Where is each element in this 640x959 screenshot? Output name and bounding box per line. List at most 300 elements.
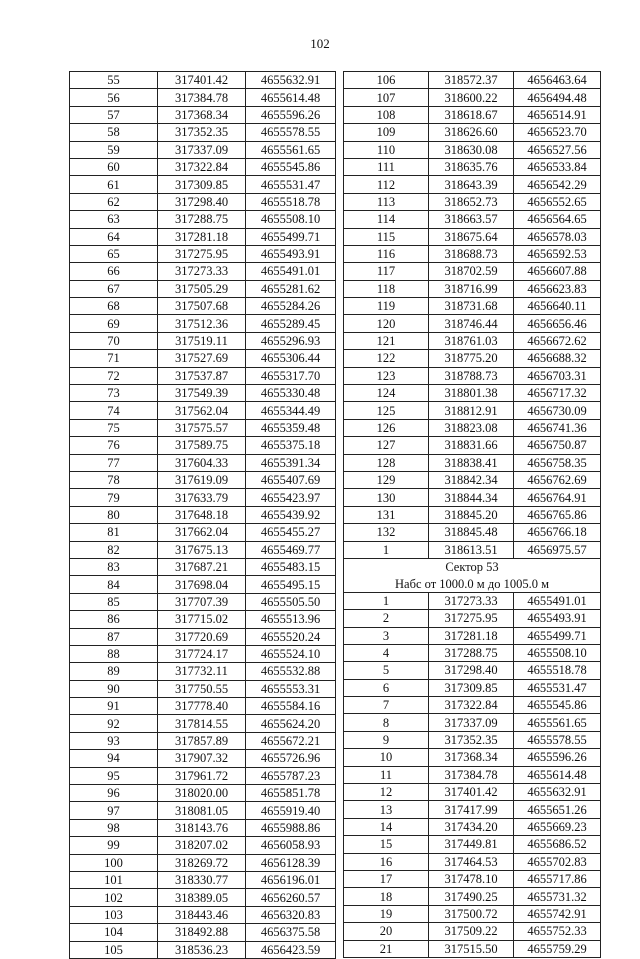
x-coordinate-cell: 318845.20 [429, 506, 514, 523]
y-coordinate-cell: 4655578.55 [514, 731, 601, 748]
table-row [70, 298, 336, 315]
y-coordinate-cell: 4655702.83 [514, 853, 601, 870]
point-number-cell: 18 [344, 888, 429, 905]
y-coordinate-cell: 4655493.91 [514, 610, 601, 627]
x-coordinate-cell: 317724.17 [158, 645, 246, 662]
point-number-cell: 8 [344, 714, 429, 731]
point-number-cell: 20 [344, 923, 429, 940]
y-coordinate-cell: 4655531.47 [514, 679, 601, 696]
point-number-cell: 3 [344, 627, 429, 644]
table-row [70, 332, 336, 349]
table-row [70, 924, 336, 941]
x-coordinate-cell: 317961.72 [158, 767, 246, 784]
point-number-cell: 55 [70, 72, 158, 89]
y-coordinate-cell: 4655851.78 [246, 785, 336, 802]
point-number-cell: 105 [70, 941, 158, 958]
point-number-cell: 112 [344, 176, 429, 193]
table-row [344, 402, 601, 419]
y-coordinate-cell: 4655513.96 [246, 611, 336, 628]
y-coordinate-cell: 4655508.10 [246, 211, 336, 228]
point-number-cell: 109 [344, 124, 429, 141]
y-coordinate-cell: 4655330.48 [246, 385, 336, 402]
point-number-cell: 123 [344, 367, 429, 384]
table-row [344, 506, 601, 523]
point-number-cell: 83 [70, 558, 158, 575]
point-number-cell: 72 [70, 367, 158, 384]
x-coordinate-cell: 317549.39 [158, 385, 246, 402]
x-coordinate-cell: 317352.35 [429, 731, 514, 748]
point-number-cell: 98 [70, 819, 158, 836]
y-coordinate-cell: 4656128.39 [246, 854, 336, 871]
table-row [344, 836, 601, 853]
table-row [344, 263, 601, 280]
point-number-cell: 97 [70, 802, 158, 819]
x-coordinate-cell: 317505.29 [158, 280, 246, 297]
table-row [344, 905, 601, 922]
y-coordinate-cell: 4655499.71 [514, 627, 601, 644]
table-row [70, 611, 336, 628]
point-number-cell: 71 [70, 350, 158, 367]
y-coordinate-cell: 4656703.31 [514, 367, 601, 384]
y-coordinate-cell: 4655375.18 [246, 437, 336, 454]
x-coordinate-cell: 318675.64 [429, 228, 514, 245]
point-number-cell: 88 [70, 645, 158, 662]
y-coordinate-cell: 4655614.48 [246, 89, 336, 106]
point-number-cell: 76 [70, 437, 158, 454]
table-row [70, 715, 336, 732]
y-coordinate-cell: 4656533.84 [514, 158, 601, 175]
table-row [70, 211, 336, 228]
y-coordinate-cell: 4656750.87 [514, 437, 601, 454]
point-number-cell: 78 [70, 471, 158, 488]
y-coordinate-cell: 4655726.96 [246, 750, 336, 767]
x-coordinate-cell: 317509.22 [429, 923, 514, 940]
point-number-cell: 59 [70, 141, 158, 158]
x-coordinate-cell: 317352.35 [158, 124, 246, 141]
point-number-cell: 104 [70, 924, 158, 941]
table-row [344, 280, 601, 297]
table-row [344, 870, 601, 887]
point-number-cell: 13 [344, 801, 429, 818]
x-coordinate-cell: 317715.02 [158, 611, 246, 628]
x-coordinate-cell: 317275.95 [158, 245, 246, 262]
x-coordinate-cell: 317368.34 [158, 106, 246, 123]
x-coordinate-cell: 317322.84 [158, 158, 246, 175]
table-row [70, 367, 336, 384]
y-coordinate-cell: 4656607.88 [514, 263, 601, 280]
point-number-cell: 9 [344, 731, 429, 748]
point-number-cell: 86 [70, 611, 158, 628]
x-coordinate-cell: 317434.20 [429, 818, 514, 835]
point-number-cell: 127 [344, 437, 429, 454]
table-row [344, 72, 601, 89]
y-coordinate-cell: 4656578.03 [514, 228, 601, 245]
point-number-cell: 12 [344, 784, 429, 801]
x-coordinate-cell: 317575.57 [158, 419, 246, 436]
table-row [344, 106, 601, 123]
table-row [70, 558, 336, 575]
x-coordinate-cell: 317512.36 [158, 315, 246, 332]
table-row [344, 385, 601, 402]
y-coordinate-cell: 4655545.86 [514, 697, 601, 714]
y-coordinate-cell: 4655491.01 [246, 263, 336, 280]
table-row [70, 889, 336, 906]
table-row [70, 593, 336, 610]
point-number-cell: 101 [70, 871, 158, 888]
table-row [70, 663, 336, 680]
point-number-cell: 107 [344, 89, 429, 106]
coordinates-table-left [69, 71, 336, 959]
table-row [70, 437, 336, 454]
x-coordinate-cell: 317778.40 [158, 698, 246, 715]
y-coordinate-cell: 4655624.20 [246, 715, 336, 732]
point-number-cell: 1 [344, 541, 429, 558]
table-row [344, 801, 601, 818]
x-coordinate-cell: 318635.76 [429, 158, 514, 175]
x-coordinate-cell: 318081.05 [158, 802, 246, 819]
y-coordinate-cell: 4656058.93 [246, 837, 336, 854]
table-row [70, 419, 336, 436]
point-number-cell: 68 [70, 298, 158, 315]
y-coordinate-cell: 4655344.49 [246, 402, 336, 419]
point-number-cell: 103 [70, 906, 158, 923]
y-coordinate-cell: 4655584.16 [246, 698, 336, 715]
x-coordinate-cell: 318536.23 [158, 941, 246, 958]
x-coordinate-cell: 318702.59 [429, 263, 514, 280]
point-number-cell: 58 [70, 124, 158, 141]
table-row [344, 784, 601, 801]
point-number-cell: 73 [70, 385, 158, 402]
y-coordinate-cell: 4655596.26 [246, 106, 336, 123]
x-coordinate-cell: 317619.09 [158, 471, 246, 488]
x-coordinate-cell: 317732.11 [158, 663, 246, 680]
x-coordinate-cell: 318443.46 [158, 906, 246, 923]
y-coordinate-cell: 4656688.32 [514, 350, 601, 367]
table-row [70, 106, 336, 123]
y-coordinate-cell: 4655306.44 [246, 350, 336, 367]
point-number-cell: 16 [344, 853, 429, 870]
y-coordinate-cell: 4655545.86 [246, 158, 336, 175]
table-row [344, 298, 601, 315]
point-number-cell: 60 [70, 158, 158, 175]
y-coordinate-cell: 4656656.46 [514, 315, 601, 332]
point-number-cell: 5 [344, 662, 429, 679]
y-coordinate-cell: 4655491.01 [514, 592, 601, 609]
point-number-cell: 79 [70, 489, 158, 506]
table-row [70, 280, 336, 297]
point-number-cell: 15 [344, 836, 429, 853]
point-number-cell: 92 [70, 715, 158, 732]
point-number-cell: 17 [344, 870, 429, 887]
x-coordinate-cell: 318688.73 [429, 245, 514, 262]
table-row [344, 749, 601, 766]
x-coordinate-cell: 318716.99 [429, 280, 514, 297]
y-coordinate-cell: 4655561.65 [514, 714, 601, 731]
y-coordinate-cell: 4655359.48 [246, 419, 336, 436]
x-coordinate-cell: 317519.11 [158, 332, 246, 349]
y-coordinate-cell: 4656494.48 [514, 89, 601, 106]
point-number-cell: 113 [344, 193, 429, 210]
point-number-cell: 121 [344, 332, 429, 349]
table-row [70, 906, 336, 923]
table-row [344, 697, 601, 714]
x-coordinate-cell: 317720.69 [158, 628, 246, 645]
y-coordinate-cell: 4655752.33 [514, 923, 601, 940]
point-number-cell: 87 [70, 628, 158, 645]
y-coordinate-cell: 4655742.91 [514, 905, 601, 922]
point-number-cell: 4 [344, 644, 429, 661]
table-row [344, 541, 601, 558]
x-coordinate-cell: 318600.22 [429, 89, 514, 106]
y-coordinate-cell: 4656730.09 [514, 402, 601, 419]
x-coordinate-cell: 318842.34 [429, 471, 514, 488]
y-coordinate-cell: 4655289.45 [246, 315, 336, 332]
point-number-cell: 90 [70, 680, 158, 697]
table-row [70, 576, 336, 593]
x-coordinate-cell: 317589.75 [158, 437, 246, 454]
table-row [70, 854, 336, 871]
table-row [344, 524, 601, 541]
y-coordinate-cell: 4655669.23 [514, 818, 601, 835]
point-number-cell: 91 [70, 698, 158, 715]
x-coordinate-cell: 317464.53 [429, 853, 514, 870]
y-coordinate-cell: 4655759.29 [514, 940, 601, 957]
x-coordinate-cell: 317384.78 [429, 766, 514, 783]
x-coordinate-cell: 318812.91 [429, 402, 514, 419]
table-row [344, 332, 601, 349]
y-coordinate-cell: 4655296.93 [246, 332, 336, 349]
point-number-cell: 85 [70, 593, 158, 610]
y-coordinate-cell: 4655532.88 [246, 663, 336, 680]
x-coordinate-cell: 317368.34 [429, 749, 514, 766]
point-number-cell: 128 [344, 454, 429, 471]
table-row [70, 471, 336, 488]
coordinates-table-right [343, 71, 601, 958]
table-row [344, 923, 601, 940]
point-number-cell: 119 [344, 298, 429, 315]
y-coordinate-cell: 4655455.27 [246, 524, 336, 541]
x-coordinate-cell: 318845.48 [429, 524, 514, 541]
x-coordinate-cell: 318838.41 [429, 454, 514, 471]
point-number-cell: 2 [344, 610, 429, 627]
x-coordinate-cell: 318572.37 [429, 72, 514, 89]
point-number-cell: 6 [344, 679, 429, 696]
point-number-cell: 130 [344, 489, 429, 506]
point-number-cell: 108 [344, 106, 429, 123]
x-coordinate-cell: 317750.55 [158, 680, 246, 697]
x-coordinate-cell: 318618.67 [429, 106, 514, 123]
x-coordinate-cell: 318731.68 [429, 298, 514, 315]
table-row [70, 802, 336, 819]
table-row [344, 888, 601, 905]
table-row [70, 524, 336, 541]
x-coordinate-cell: 318788.73 [429, 367, 514, 384]
y-coordinate-cell: 4655439.92 [246, 506, 336, 523]
x-coordinate-cell: 317449.81 [429, 836, 514, 853]
point-number-cell: 67 [70, 280, 158, 297]
table-row [70, 141, 336, 158]
y-coordinate-cell: 4655651.26 [514, 801, 601, 818]
y-coordinate-cell: 4655524.10 [246, 645, 336, 662]
point-number-cell: 117 [344, 263, 429, 280]
table-row [70, 350, 336, 367]
x-coordinate-cell: 318775.20 [429, 350, 514, 367]
table-row [70, 454, 336, 471]
table-row [344, 245, 601, 262]
y-coordinate-cell: 4655578.55 [246, 124, 336, 141]
x-coordinate-cell: 317273.33 [429, 592, 514, 609]
x-coordinate-cell: 317527.69 [158, 350, 246, 367]
y-coordinate-cell: 4656623.83 [514, 280, 601, 297]
x-coordinate-cell: 317604.33 [158, 454, 246, 471]
y-coordinate-cell: 4656542.29 [514, 176, 601, 193]
y-coordinate-cell: 4655493.91 [246, 245, 336, 262]
point-number-cell: 94 [70, 750, 158, 767]
x-coordinate-cell: 318652.73 [429, 193, 514, 210]
y-coordinate-cell: 4656375.58 [246, 924, 336, 941]
y-coordinate-cell: 4655614.48 [514, 766, 601, 783]
table-row [344, 731, 601, 748]
y-coordinate-cell: 4655518.78 [246, 193, 336, 210]
x-coordinate-cell: 318746.44 [429, 315, 514, 332]
table-row [344, 489, 601, 506]
y-coordinate-cell: 4655561.65 [246, 141, 336, 158]
y-coordinate-cell: 4655518.78 [514, 662, 601, 679]
y-coordinate-cell: 4656766.18 [514, 524, 601, 541]
point-number-cell: 96 [70, 785, 158, 802]
x-coordinate-cell: 318663.57 [429, 211, 514, 228]
table-row [344, 471, 601, 488]
table-row [344, 592, 601, 609]
table-row [344, 211, 601, 228]
table-row [344, 228, 601, 245]
x-coordinate-cell: 317814.55 [158, 715, 246, 732]
table-row [70, 506, 336, 523]
point-number-cell: 7 [344, 697, 429, 714]
point-number-cell: 93 [70, 732, 158, 749]
table-row [344, 89, 601, 106]
x-coordinate-cell: 317281.18 [158, 228, 246, 245]
point-number-cell: 132 [344, 524, 429, 541]
table-row [344, 419, 601, 436]
y-coordinate-cell: 4656975.57 [514, 541, 601, 558]
point-number-cell: 11 [344, 766, 429, 783]
point-number-cell: 99 [70, 837, 158, 854]
x-coordinate-cell: 317384.78 [158, 89, 246, 106]
x-coordinate-cell: 318269.72 [158, 854, 246, 871]
x-coordinate-cell: 317478.10 [429, 870, 514, 887]
x-coordinate-cell: 317288.75 [429, 644, 514, 661]
y-coordinate-cell: 4656260.57 [246, 889, 336, 906]
sector-header-row [344, 558, 601, 575]
x-coordinate-cell: 317281.18 [429, 627, 514, 644]
table-row [344, 853, 601, 870]
table-row [70, 385, 336, 402]
table-row [70, 228, 336, 245]
table-row [70, 263, 336, 280]
table-row [70, 72, 336, 89]
x-coordinate-cell: 317298.40 [429, 662, 514, 679]
y-coordinate-cell: 4655407.69 [246, 471, 336, 488]
point-number-cell: 110 [344, 141, 429, 158]
point-number-cell: 82 [70, 541, 158, 558]
table-row [70, 837, 336, 854]
x-coordinate-cell: 317562.04 [158, 402, 246, 419]
table-row [344, 627, 601, 644]
y-coordinate-cell: 4656592.53 [514, 245, 601, 262]
point-number-cell: 125 [344, 402, 429, 419]
y-coordinate-cell: 4656463.64 [514, 72, 601, 89]
point-number-cell: 10 [344, 749, 429, 766]
point-number-cell: 111 [344, 158, 429, 175]
x-coordinate-cell: 317698.04 [158, 576, 246, 593]
table-row [344, 158, 601, 175]
table-row [70, 402, 336, 419]
point-number-cell: 100 [70, 854, 158, 871]
y-coordinate-cell: 4656514.91 [514, 106, 601, 123]
x-coordinate-cell: 317857.89 [158, 732, 246, 749]
table-row [344, 940, 601, 957]
sector-title: Сектор 53 [344, 558, 601, 575]
table-row [344, 766, 601, 783]
point-number-cell: 89 [70, 663, 158, 680]
x-coordinate-cell: 317515.50 [429, 940, 514, 957]
page-number: 102 [310, 36, 330, 51]
point-number-cell: 19 [344, 905, 429, 922]
y-coordinate-cell: 4655988.86 [246, 819, 336, 836]
table-row [70, 680, 336, 697]
point-number-cell: 126 [344, 419, 429, 436]
y-coordinate-cell: 4655632.91 [246, 72, 336, 89]
table-row [344, 714, 601, 731]
point-number-cell: 122 [344, 350, 429, 367]
point-number-cell: 84 [70, 576, 158, 593]
table-row [70, 645, 336, 662]
table-row [70, 732, 336, 749]
point-number-cell: 70 [70, 332, 158, 349]
y-coordinate-cell: 4655423.97 [246, 489, 336, 506]
point-number-cell: 106 [344, 72, 429, 89]
y-coordinate-cell: 4655632.91 [514, 784, 601, 801]
y-coordinate-cell: 4656423.59 [246, 941, 336, 958]
y-coordinate-cell: 4655317.70 [246, 367, 336, 384]
y-coordinate-cell: 4656527.56 [514, 141, 601, 158]
y-coordinate-cell: 4655499.71 [246, 228, 336, 245]
x-coordinate-cell: 317675.13 [158, 541, 246, 558]
x-coordinate-cell: 317309.85 [158, 176, 246, 193]
x-coordinate-cell: 317687.21 [158, 558, 246, 575]
x-coordinate-cell: 317309.85 [429, 679, 514, 696]
table-row [344, 350, 601, 367]
y-coordinate-cell: 4655391.34 [246, 454, 336, 471]
y-coordinate-cell: 4656717.32 [514, 385, 601, 402]
point-number-cell: 63 [70, 211, 158, 228]
point-number-cell: 81 [70, 524, 158, 541]
y-coordinate-cell: 4655787.23 [246, 767, 336, 784]
table-row [344, 124, 601, 141]
table-row [344, 367, 601, 384]
table-row [70, 193, 336, 210]
point-number-cell: 74 [70, 402, 158, 419]
table-row [70, 871, 336, 888]
point-number-cell: 66 [70, 263, 158, 280]
x-coordinate-cell: 318207.02 [158, 837, 246, 854]
point-number-cell: 64 [70, 228, 158, 245]
table-row [70, 245, 336, 262]
y-coordinate-cell: 4656523.70 [514, 124, 601, 141]
point-number-cell: 14 [344, 818, 429, 835]
point-number-cell: 102 [70, 889, 158, 906]
